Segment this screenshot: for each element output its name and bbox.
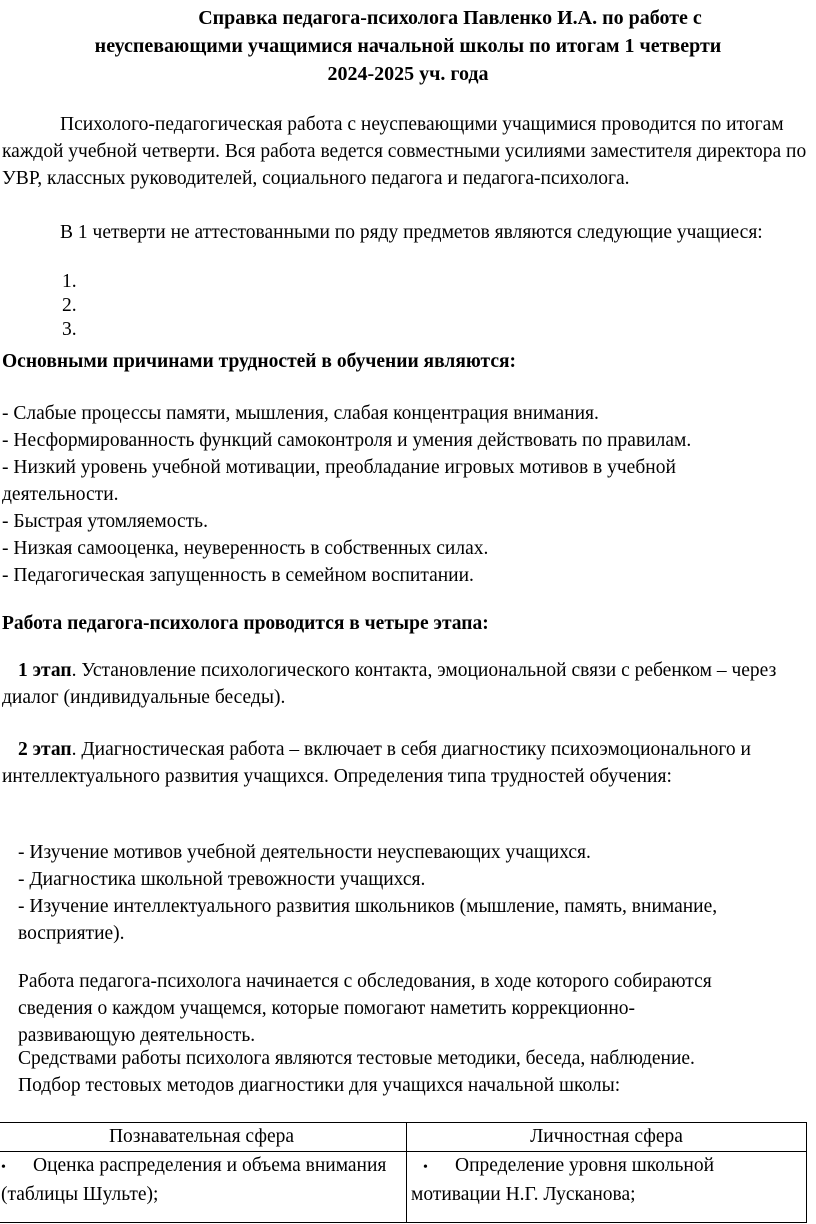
bullet-icon: • — [423, 1160, 428, 1175]
table-cell-cognitive — [0, 1152, 407, 1223]
student-number-list — [62, 270, 77, 342]
diagnostics-list — [18, 839, 808, 947]
stage-1-text: . Установление психологического контакта, эмоциональной связи с ребенком – через диалог (индивидуальные беседы). — [2, 660, 777, 708]
list-item: - Быстрая утомляемость. — [2, 511, 208, 532]
stage-1-label: 1 этап — [18, 660, 72, 681]
stages-heading: Работа педагога-психолога проводится в четыре этапа: — [2, 613, 489, 634]
list-item: - Слабые процессы памяти, мышления, слабая концентрация внимания. — [2, 403, 599, 424]
work-paragraph-2: Средствами работы психолога являются тестовые методики, беседа, наблюдение. — [18, 1048, 695, 1069]
list-item: 3. — [62, 319, 77, 340]
bullet-icon: • — [1, 1160, 6, 1175]
list-item: - Низкий уровень учебной мотивации, преобладание игровых мотивов в учебной деятельности. — [2, 457, 676, 505]
document-title — [0, 4, 816, 88]
stage-2-label: 2 этап — [18, 739, 72, 760]
table-row — [0, 1152, 807, 1223]
intro-paragraph-1: Психолого-педагогическая работа с неуспевающими учащимися проводится по итогам каждой учебной четверти. Вся работа ведется совместными усилиями заместителя директора по УВР, классных руководителей, социального педагога и педагога-психолога. — [2, 114, 807, 189]
title-line-1: Справка педагога-психолога Павленко И.А. по работе с — [198, 7, 702, 29]
list-item: - Изучение интеллектуального развития школьников (мышление, память, внимание, восприятие). — [18, 896, 718, 944]
reasons-heading: Основными причинами трудностей в обучении являются: — [2, 351, 517, 372]
list-item: - Педагогическая запущенность в семейном воспитании. — [2, 565, 474, 586]
list-item: - Несформированность функций самоконтроля и умения действовать по правилам. — [2, 430, 692, 451]
work-paragraph-1: Работа педагога-психолога начинается с обследования, в ходе которого собираются сведения о каждом учащемся, которые помогают наметить коррекционно-развивающую деятельность. — [18, 971, 712, 1046]
work-paragraph-3: Подбор тестовых методов диагностики для учащихся начальной школы: — [18, 1075, 621, 1096]
cell-text: Оценка распределения и объема внимания (таблицы Шульте); — [1, 1155, 387, 1205]
title-line-3: 2024-2025 уч. года — [327, 63, 489, 85]
reasons-list — [2, 400, 812, 589]
title-line-2: неуспевающими учащимися начальной школы по итогам 1 четверти — [94, 35, 722, 57]
column-header-cognitive: Познавательная сфера — [0, 1123, 407, 1152]
stage-1 — [2, 657, 810, 711]
list-item: - Изучение мотивов учебной деятельности неуспевающих учащихся. — [18, 842, 591, 863]
stage-2-text: . Диагностическая работа – включает в себя диагностику психоэмоционального и интеллектуального развития учащихся. Определения типа трудностей обучения: — [2, 739, 751, 787]
cell-text: Определение уровня школьной мотивации Н.Г. Лусканова; — [411, 1155, 715, 1205]
list-item: 2. — [62, 295, 77, 316]
list-item: - Диагностика школьной тревожности учащихся. — [18, 869, 426, 890]
methods-table — [0, 1122, 807, 1223]
column-header-personal: Личностная сфера — [407, 1123, 807, 1152]
intro-paragraph-2: В 1 четверти не аттестованными по ряду предметов являются следующие учащиеся: — [60, 222, 763, 243]
table-header-row — [0, 1123, 807, 1152]
list-item: 1. — [62, 271, 77, 292]
table-cell-personal — [407, 1152, 807, 1223]
list-item: - Низкая самооценка, неуверенность в собственных силах. — [2, 538, 489, 559]
stage-2 — [2, 736, 810, 790]
